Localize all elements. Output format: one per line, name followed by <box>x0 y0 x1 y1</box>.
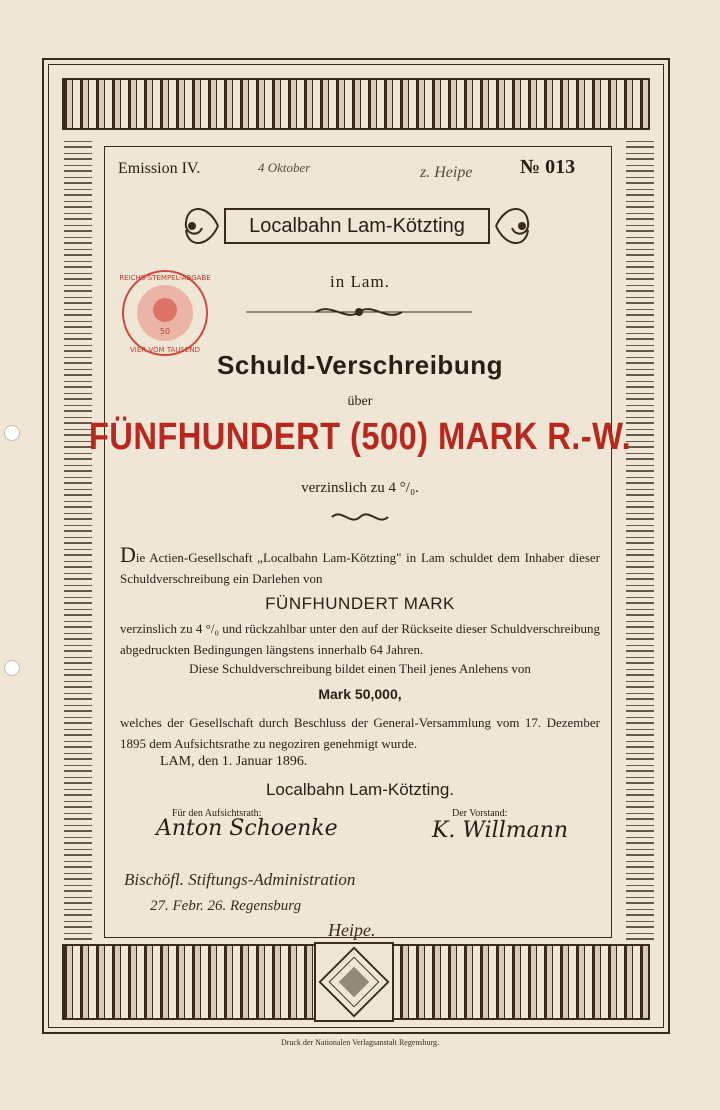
amount-headline: FÜNFHUNDERT (500) MARK R.-W. <box>88 416 632 458</box>
handwritten-endorsement-signature: Heipe. <box>328 920 376 940</box>
left-ornamental-band <box>64 140 92 940</box>
supervisory-board-label: Für den Aufsichtsrath: <box>172 808 262 819</box>
document-title: Schuld-Verschreibung <box>217 350 503 380</box>
paragraph-debt-text: ie Actien-Gesellschaft „Localbahn Lam-Kötzting" in Lam schuldet dem Inhaber dieser Schuldverschreibung ein Darlehen von <box>120 550 600 586</box>
punch-hole <box>4 425 20 441</box>
punch-hole <box>4 660 20 676</box>
handwritten-endorsement-line2: 27. Febr. 26. Regensburg <box>150 898 302 914</box>
small-flourish-icon <box>330 506 390 528</box>
diamond-ornament-icon <box>316 944 392 1020</box>
tax-stamp-seal-icon <box>118 268 212 358</box>
stamp-line2: VIER VOM TAUSEND <box>130 346 200 354</box>
handwritten-date-note: 4 Oktober <box>258 160 311 175</box>
printer-imprint: Druck der Nationalen Verlagsanstalt Regensburg. <box>280 1038 440 1047</box>
top-ornamental-band <box>62 78 650 130</box>
company-title-box: Localbahn Lam-Kötzting <box>224 208 490 244</box>
location-line: in Lam. <box>330 272 390 291</box>
issue-date: LAM, den 1. Januar 1896. <box>160 754 308 769</box>
certificate-number: № 013 <box>520 156 576 178</box>
loan-total: Mark 50,000, <box>318 686 402 702</box>
issuing-company: Localbahn Lam-Kötzting. <box>265 780 455 799</box>
executive-signature: K. Willmann <box>432 818 569 843</box>
paragraph-repayment: verzinslich zu 4 °/₀ und rückzahlbar unter den auf der Rückseite dieser Schuldverschreibung abgedruckten Bedingungen längstens innerhalb 64 Jahren. <box>120 621 600 657</box>
emission-label: Emission IV. <box>118 160 201 177</box>
supervisory-signature: Anton Schoenke <box>156 816 338 841</box>
executive-board-label: Der Vorstand: <box>452 808 508 819</box>
interest-rate-line: verzinslich zu 4 °/₀. <box>301 480 419 496</box>
ueber-label: über <box>347 394 373 409</box>
paragraph-debt-statement <box>120 544 600 589</box>
left-scroll-ornament-icon <box>178 194 222 258</box>
dropcap-letter: D <box>120 542 136 567</box>
paragraph-loan-part: Diese Schuldverschreibung bildet einen Theil jenes Anlehens von <box>189 661 531 676</box>
right-scroll-ornament-icon <box>492 194 536 258</box>
handwritten-initial-note: z. Heipe <box>420 164 473 181</box>
right-ornamental-band <box>626 140 654 940</box>
stamp-value: 50 <box>159 327 171 336</box>
amount-in-words: FÜNFHUNDERT MARK <box>265 594 455 613</box>
ornamental-divider-icon <box>246 302 472 322</box>
handwritten-endorsement-line1: Bischöfl. Stiftungs-Administration <box>124 870 356 889</box>
paragraph-resolution: welches der Gesellschaft durch Beschluss der General-Versammlung vom 17. Dezember 1895 dem Aufsichtsrathe zu negoziren genehmigt wurde. <box>120 715 600 751</box>
diamond-ornament <box>314 942 394 1022</box>
stamp-line1: REICHS-STEMPEL-ABGABE <box>119 274 211 282</box>
